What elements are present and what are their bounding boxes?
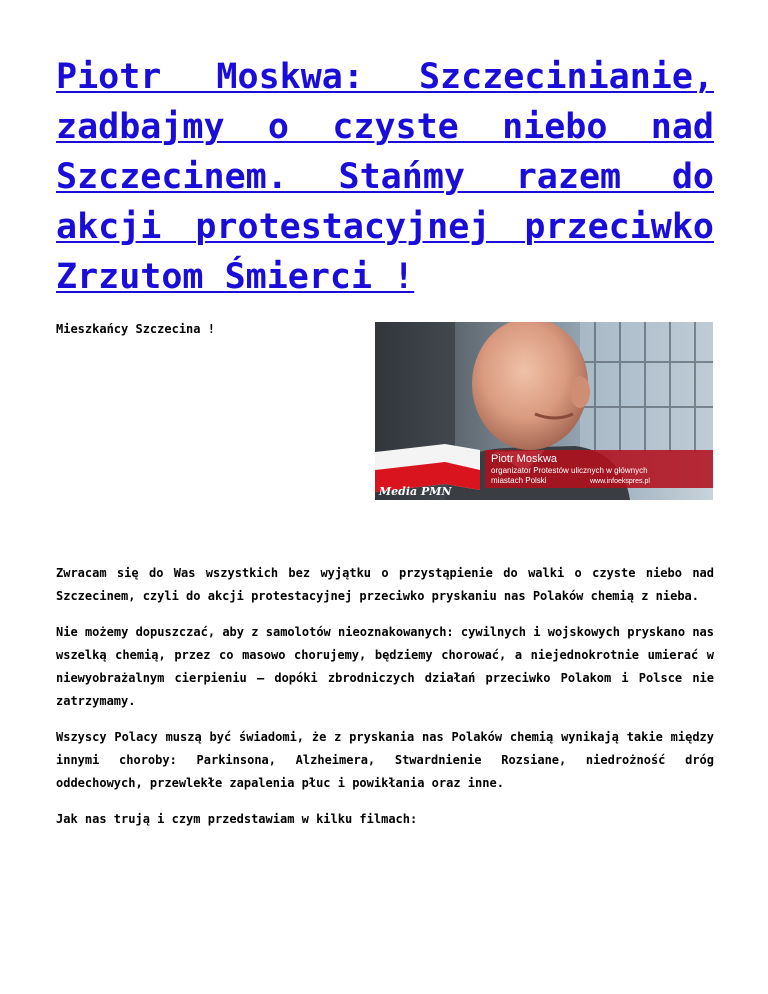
paragraph: Zwracam się do Was wszystkich bez wyjątku o przystąpienie do walki o czyste niebo nad Szczecinem, czyli do akcji protestacyjnej przeciwko pryskaniu nas Polaków chemią z nieba. — [56, 566, 714, 604]
article-title-link[interactable]: Piotr Moskwa: Szczecinianie, zadbajmy o czyste niebo nad Szczecinem. Stańmy razem do akcji protestacyjnej przeciwko Zrzutom Śmierci ! — [56, 57, 714, 297]
caption-line1: organizator Protestów ulicznych w głównych — [491, 466, 648, 475]
paragraph: Jak nas trują i czym przedstawiam w kilku filmach: — [56, 811, 418, 826]
paragraph: Wszyscy Polacy muszą być świadomi, że z pryskania nas Polaków chemią wynikają takie między innymi choroby: Parkinsona, Alzheimera, Stwardnienie Rozsiane, niedrożność dróg oddechowych, przewlekłe zapalenia płuc i powikłania oraz inne. — [56, 729, 714, 791]
paragraph: Nie możemy dopuszczać, aby z samolotów nieoznakowanych: cywilnych i wojskowych pryskano nas wszelką chemią, przez co masowo chorujemy, będziemy chorować, a niejednokrotnie umierać w niewyobrażalnym cierpieniu – dopóki zbrodniczych działań przeciwko Polakom i Polsce nie zatrzymamy. — [56, 624, 714, 709]
photo-illustration — [375, 322, 713, 500]
greeting-text: Mieszkańcy Szczecina ! — [56, 322, 215, 336]
article-body — [56, 562, 714, 843]
article-title — [56, 52, 714, 302]
caption-line2: miastach Polski — [491, 476, 547, 485]
caption-url: www.infoekspres.pl — [590, 478, 650, 485]
caption-name: Piotr Moskwa — [491, 453, 558, 465]
article-photo — [375, 322, 713, 500]
watermark-text: Media PMN — [379, 485, 452, 498]
